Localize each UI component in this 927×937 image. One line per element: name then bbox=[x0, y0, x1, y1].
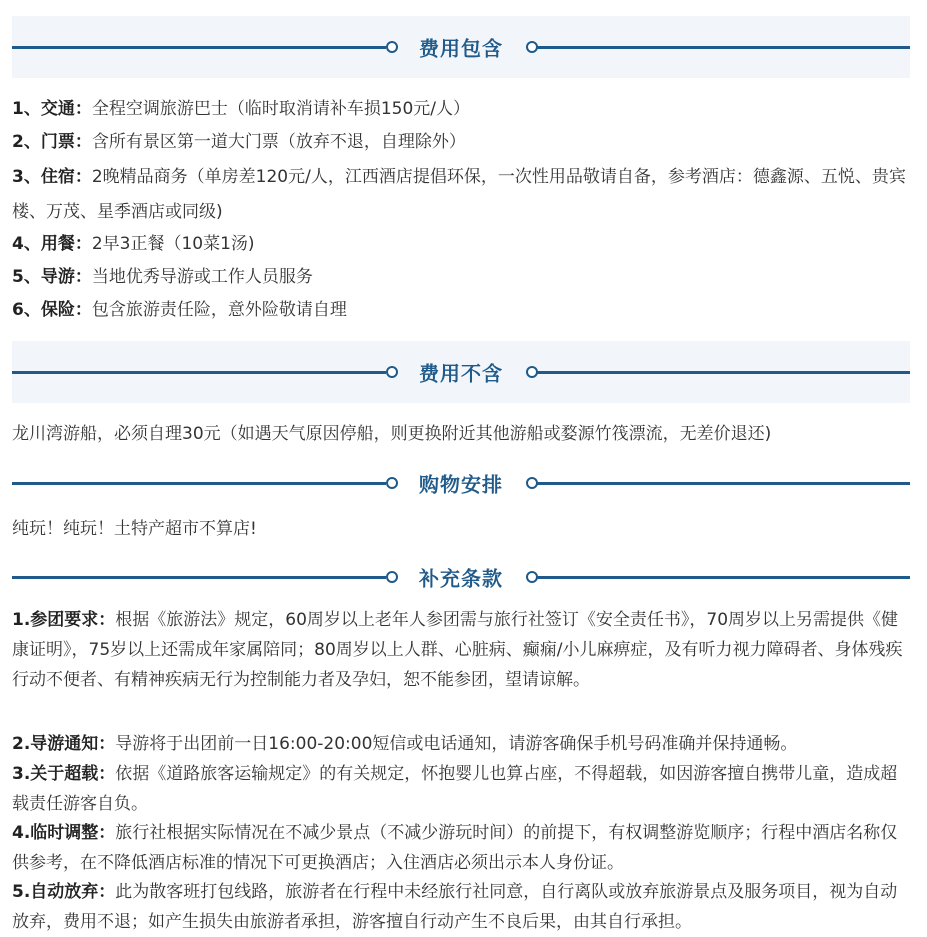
item-text: 2晚精品商务（单房差120元/人，江西酒店提倡环保，一次性用品敬请自备，参考酒店：德鑫源、五悦、贵宾楼、万茂、星季酒店或同级) bbox=[12, 167, 906, 222]
section-title: 购物安排 bbox=[419, 472, 503, 497]
item-text: 旅行社根据实际情况在不减少景点（不减少游玩时间）的前提下，有权调整游览顺序；行程中酒店名称仅供参考，在不降低酒店标准的情况下可更换酒店；入住酒店必须出示本人身份证。 bbox=[12, 823, 898, 873]
item-text: 依据《道路旅客运输规定》的有关规定，怀抱婴儿也算占座，不得超载，如因游客擅自携带儿童，造成超载责任游客自负。 bbox=[12, 764, 898, 814]
included-item bbox=[12, 229, 910, 259]
item-text: 含所有景区第一道大门票（放弃不退，自理除外） bbox=[91, 132, 466, 152]
item-text: 根据《旅游法》规定，60周岁以上老年人参团需与旅行社签订《安全责任书》，70周岁以上另需提供《健康证明》，75岁以上还需成年家属陪同；80周岁以上人群、心脏病、癫痫/小儿麻痹症，及有听力视力障碍者、身体残疾行动不便者、有精神疾病无行为控制能力者及孕妇，恕不能参团，望请谅解。 bbox=[12, 610, 903, 690]
included-item bbox=[12, 295, 910, 325]
terms-item bbox=[12, 729, 910, 759]
item-label: 1.参团要求： bbox=[12, 610, 116, 630]
section-header-excluded bbox=[12, 341, 910, 403]
item-label: 6、保险： bbox=[12, 300, 92, 320]
item-label: 5.自动放弃： bbox=[12, 882, 116, 902]
included-item bbox=[12, 160, 910, 230]
item-label: 4.临时调整： bbox=[12, 823, 116, 843]
item-text: 导游将于出团前一日16:00-20:00短信或电话通知，请游客确保手机号码准确并保持通畅。 bbox=[115, 734, 798, 754]
included-item bbox=[12, 127, 910, 157]
section-title: 费用不含 bbox=[419, 361, 503, 386]
section-header-included bbox=[12, 16, 910, 78]
section-title: 费用包含 bbox=[419, 36, 503, 61]
section-header-terms bbox=[12, 555, 910, 599]
item-label: 3.关于超载： bbox=[12, 764, 116, 784]
excluded-text: 龙川湾游船，必须自理30元（如遇天气原因停船，则更换附近其他游船或婺源竹筏漂流，无差价退还) bbox=[12, 424, 772, 444]
item-label: 3、住宿： bbox=[12, 167, 92, 187]
terms-item bbox=[12, 877, 910, 937]
terms-item bbox=[12, 818, 910, 878]
item-text: 2早3正餐（10菜1汤) bbox=[91, 234, 255, 254]
terms-item bbox=[12, 759, 910, 819]
item-text: 包含旅游责任险，意外险敬请自理 bbox=[91, 300, 347, 320]
section-header-shopping bbox=[12, 461, 910, 505]
item-text: 全程空调旅游巴士（临时取消请补车损150元/人） bbox=[91, 99, 471, 119]
item-label: 1、交通： bbox=[12, 99, 92, 119]
item-label: 5、导游： bbox=[12, 267, 92, 287]
section-title: 补充条款 bbox=[419, 566, 503, 591]
included-item bbox=[12, 94, 910, 124]
shopping-text: 纯玩！纯玩！土特产超市不算店! bbox=[12, 519, 257, 539]
included-item bbox=[12, 262, 910, 292]
item-label: 2.导游通知： bbox=[12, 734, 116, 754]
item-text: 当地优秀导游或工作人员服务 bbox=[91, 267, 313, 287]
item-text: 此为散客班打包线路，旅游者在行程中未经旅行社同意，自行离队或放弃旅游景点及服务项目，视为自动放弃，费用不退；如产生损失由旅游者承担，游客擅自行动产生不良后果，由其自行承担。 bbox=[12, 882, 898, 932]
terms-item bbox=[12, 605, 910, 695]
item-label: 4、用餐： bbox=[12, 234, 92, 254]
item-label: 2、门票： bbox=[12, 132, 92, 152]
